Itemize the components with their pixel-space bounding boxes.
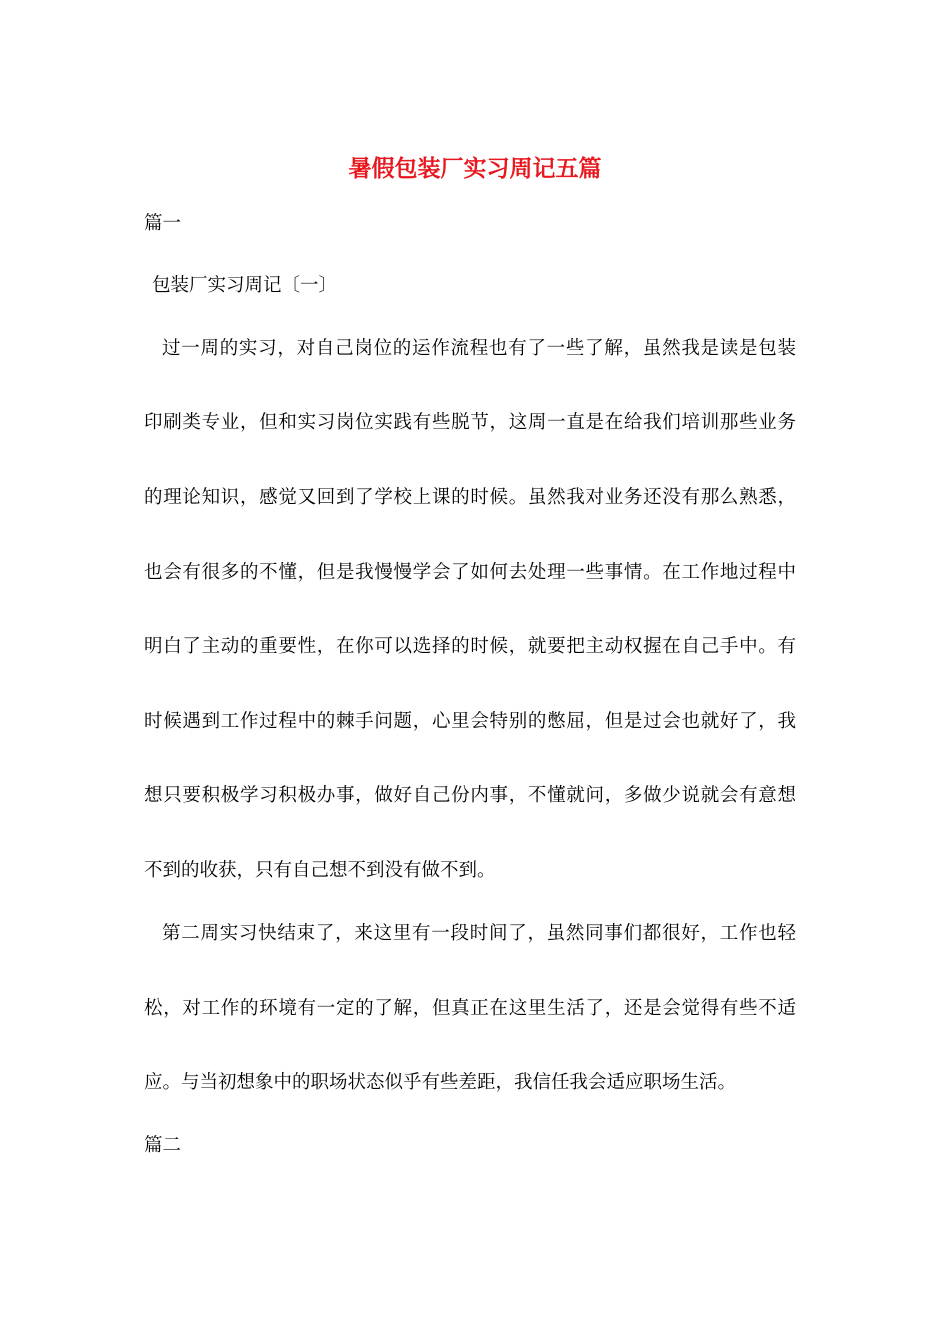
- paragraph-line: 印刷类专业，但和实习岗位实践有些脱节，这周一直是在给我们培训那些业务: [144, 412, 796, 433]
- paragraph-line: 不到的收获，只有自己想不到没有做不到。: [144, 860, 496, 881]
- section-heading-1: 篇一: [144, 213, 182, 234]
- paragraph-line: 松，对工作的环境有一定的了解，但真正在这里生活了，还是会觉得有些不适: [144, 998, 796, 1019]
- paragraph-line: 想只要积极学习积极办事，做好自己份内事，不懂就问，多做少说就会有意想: [144, 785, 796, 806]
- paragraph-line: 第二周实习快结束了，来这里有一段时间了，虽然同事们都很好，工作也轻: [162, 923, 796, 944]
- paragraph-line: 过一周的实习，对自己岗位的运作流程也有了一些了解，虽然我是读是包装: [162, 338, 796, 359]
- paragraph-line: 明白了主动的重要性，在你可以选择的时候，就要把主动权握在自己手中。有: [144, 636, 796, 657]
- paragraph-line: 的理论知识，感觉又回到了学校上课的时候。虽然我对业务还没有那么熟悉，: [144, 487, 796, 508]
- paragraph-line: 应。与当初想象中的职场状态似乎有些差距，我信任我会适应职场生活。: [144, 1072, 737, 1093]
- section-heading-2: 篇二: [144, 1135, 182, 1156]
- subtitle: 包装厂实习周记〔一〕: [152, 275, 338, 296]
- document-title: 暑假包装厂实习周记五篇: [348, 155, 602, 182]
- paragraph-line: 时候遇到工作过程中的棘手问题，心里会特别的憋屈，但是过会也就好了，我: [144, 711, 796, 732]
- paragraph-line: 也会有很多的不懂，但是我慢慢学会了如何去处理一些事情。在工作地过程中: [144, 562, 796, 583]
